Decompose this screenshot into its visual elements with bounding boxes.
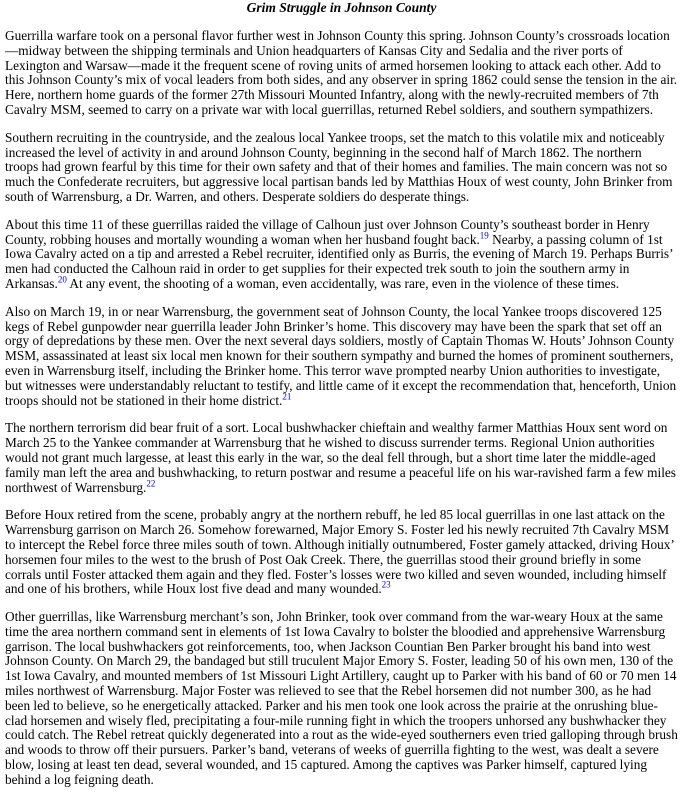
- paragraph-6: [5, 508, 678, 597]
- paragraph-6-text: Before Houx retired from the scene, probably angry at the northern rebuff, he led 85 local guerrillas in one last attack on the Warrensburg garrison on March 26. Somehow forewarned, Major Emory S. Foster led his newly recruited 7th Cavalry MSM to intercept the Rebel force three miles south of town. Although initially outnumbered, Foster gamely attacked, driving Houx’ horsemen four miles to the west to the brush of Post Oak Creek. There, the guerrillas stood their ground briefly in some corrals until Foster attacked them again and they fled. Foster’s losses were two killed and seven wounded, including himself and one of his brothers, while Houx lost five dead and many wounded.: [5, 507, 674, 597]
- paragraph-1: Guerrilla warfare took on a personal flavor further west in Johnson County this spring. Johnson County’s crossroads location—midway between the shipping terminals and Union headquarters of Kansas City and Sedalia and the river ports of Lexington and Warsaw—made it the frequent scene of roving units of armed horsemen looking to attack each other. Add to this Johnson County’s mix of vocal leaders from both sides, and any observer in spring 1862 could sense the tension in the air. Here, northern home guards of the former 27th Missouri Mounted Infantry, along with the newly-recruited members of 7th Cavalry MSM, seemed to carry on a private war with local guerrillas, returned Rebel soldiers, and southern sympathizers.: [5, 28, 678, 117]
- footnote-link-23[interactable]: 23: [381, 579, 391, 590]
- paragraph-3-text-c: At any event, the shooting of a woman, even accidentally, was rare, even in the violence of these times.: [66, 275, 620, 291]
- paragraph-3: [5, 218, 678, 292]
- paragraph-2: Southern recruiting in the countryside, and the zealous local Yankee troops, set the match to this volatile mix and noticeably increased the level of activity in and around Johnson County, beginning in the second half of March 1862. The northern troops had grown fearful by this time for their own safety and that of their homes and families. The main concern was not so much the Confederate recruiters, but aggressive local partisan bands led by Matthias Houx of west county, John Brinker from south of Warrensburg, a Dr. Warren, and others. Desperate soldiers do desperate things.: [5, 129, 673, 204]
- footnote-link-21[interactable]: 21: [282, 391, 292, 402]
- paragraph-3-text-b: Nearby, a passing column of 1st Iowa Cavalry acted on a tip and arrested a Rebel recruiter, identified only as Burris, the evening of March 19. Perhaps Burris’ men had conducted the Calhoun raid in order to get supplies for their expected trek south to join the southern army in Arkansas.: [5, 231, 673, 291]
- paragraph-3-text-a: About this time 11 of these guerrillas raided the village of Calhoun just over Johnson County’s southeast border in Henry County, robbing houses and mortally wounding a woman when her husband fought back.: [5, 216, 650, 247]
- paragraph-5-text: The northern terrorism did bear fruit of a sort. Local bushwhacker chieftain and wealthy farmer Matthias Houx sent word on March 25 to the Yankee commander at Warrensburg that he wished to discuss surrender terms. Regional Union authorities would not grant much largesse, at least this early in the war, so the deal fell through, but a short time later the middle-aged family man left the area and bushwhacking, to return postwar and resume a peaceful life on his war-ravished farm a few miles northwest of Warrensburg.: [5, 420, 676, 495]
- footnote-link-19[interactable]: 19: [479, 230, 489, 241]
- paragraph-5: [5, 421, 678, 495]
- paragraph-4-text: Also on March 19, in or near Warrensburg, the government seat of Johnson County, the local Yankee troops discovered 125 kegs of Rebel gunpowder near guerrilla leader John Brinker’s home. This discovery may have been the spark that set off an orgy of depredations by these men. Over the next several days soldiers, mostly of Captain Thomas W. Houts’ Johnson County MSM, assassinated at least six local men known for their southern sympathy and burned the homes of prominent southerners, even in Warrensburg itself, including the Brinker home. This terror wave prompted nearby Union authorities to investigate, but witnesses were understandably reluctant to testify, and little came of it except the recommendation that, henceforth, Union troops should not be stationed in their home district.: [5, 303, 677, 408]
- paragraph-7: Other guerrillas, like Warrensburg merchant’s son, John Brinker, took over command from the war-weary Houx at the same time the area northern command sent in elements of 1st Iowa Cavalry to bolster the bloodied and apprehensive Warrensburg garrison. The local bushwhackers got reinforcements, too, when Jackson Countian Ben Parker brought his band into west Johnson County. On March 29, the bandaged but still truculent Major Emory S. Foster, leading 50 of his own men, 130 of the 1st Iowa Cavalry, and mounted members of 1st Missouri Light Artillery, caught up to Parker with his band of 60 or 70 men 14 miles northwest of Warrensburg. Major Foster was relieved to see that the Rebel horsemen did not number 300, as he had been led to believe, so he energetically attacked. Parker and his men took one look across the prairie at the onrushing blue-clad horsemen and wisely fled, precipitating a four-mile running fight in which the troopers unhorsed any bushwhacker they could catch. The Rebel retreat quickly degenerated into a rout as the wide-eyed southerners even tried galloping through brush and woods to throw off their pursuers. Parker’s band, veterans of weeks of guerrilla fighting to the west, was dealt a severe blow, losing at least ten dead, several wounded, and 15 captured. Among the captives was Parker himself, captured lying behind a log feigning death.: [5, 609, 678, 787]
- page-title: Grim Struggle in Johnson County: [246, 0, 437, 15]
- paragraph-4: [5, 305, 678, 409]
- footnote-link-22[interactable]: 22: [146, 478, 156, 489]
- footnote-link-20[interactable]: 20: [57, 274, 67, 285]
